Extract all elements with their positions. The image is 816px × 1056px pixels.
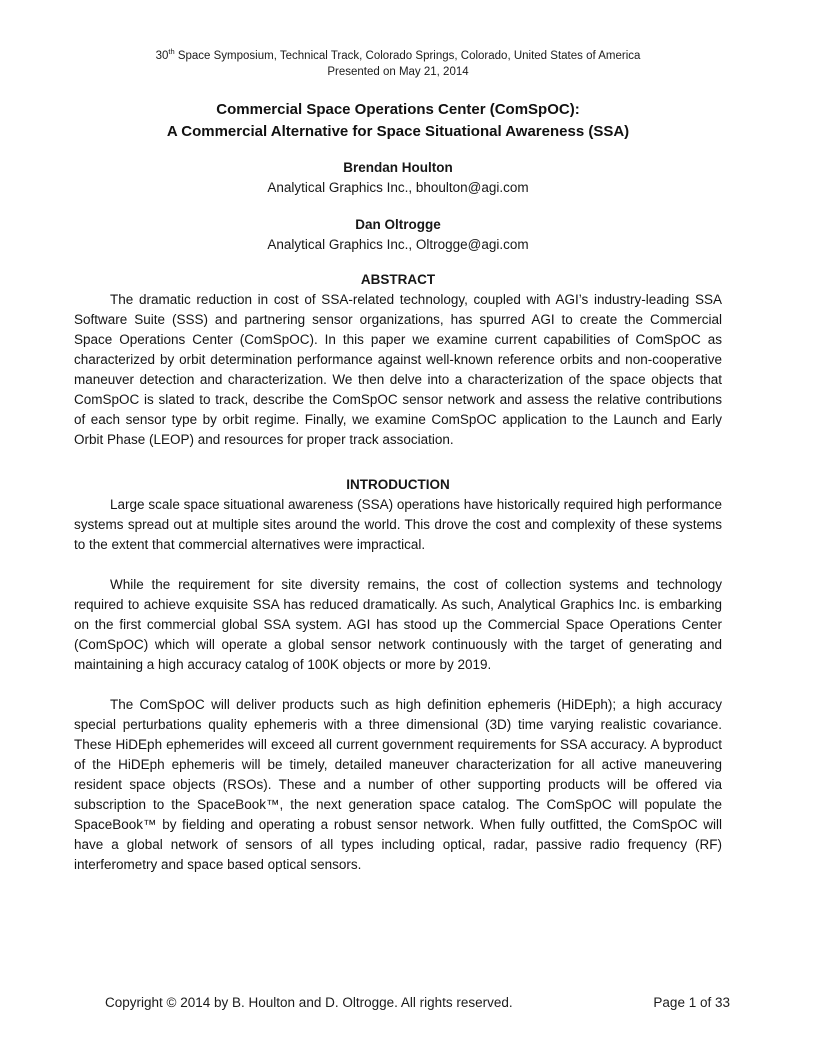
presented-date-line: Presented on May 21, 2014 <box>327 66 469 78</box>
introduction-paragraph-2: While the requirement for site diversity remains, the cost of collection systems and technology required to achieve exquisite SSA has reduced dramatically. As such, Analytical Graphics Inc. is embarking on the first commercial global SSA system. AGI has stood up the Commercial Space Operations Center (ComSpOC) which will operate a global sensor network continuously with the target of generating and maintaining a high accuracy catalog of 100K objects or more by 2019. <box>74 577 722 672</box>
conference-header-prefix: 30 <box>155 50 169 62</box>
ordinal-superscript: th <box>168 47 175 57</box>
introduction-heading: INTRODUCTION <box>346 477 450 492</box>
author-affiliation: Analytical Graphics Inc., Oltrogge@agi.com <box>267 237 529 252</box>
author-name: Brendan Houlton <box>343 160 453 175</box>
page-header <box>74 48 722 80</box>
author-block-2 <box>74 215 722 255</box>
abstract-heading: ABSTRACT <box>360 272 436 287</box>
author-affiliation: Analytical Graphics Inc., bhoulton@agi.com <box>267 180 529 195</box>
paper-title-line-2: A Commercial Alternative for Space Situational Awareness (SSA) <box>166 123 630 140</box>
introduction-paragraph-3: The ComSpOC will deliver products such as high definition ephemeris (HiDEph); a high accuracy special perturbations quality ephemeris with a three dimensional (3D) time varying realistic covariance. These HiDEph ephemerides will exceed all current government requirements for SSA accuracy. A byproduct of the HiDEph ephemeris will be timely, detailed maneuver characterization for all active maneuvering resident space objects (RSOs). These and a number of other supporting products will be offered via subscription to the SpaceBook™, the next generation space catalog. The ComSpOC will populate the SpaceBook™ by fielding and operating a robust sensor network. When fully outfitted, the ComSpOC will have a global network of sensors of all types including optical, radar, passive radio frequency (RF) interferometry and space based optical sensors. <box>74 697 722 872</box>
paper-title-line-1: Commercial Space Operations Center (ComSpOC): <box>216 101 580 118</box>
author-name: Dan Oltrogge <box>355 217 441 232</box>
copyright-notice: Copyright © 2014 by B. Houlton and D. Oltrogge. All rights reserved. <box>105 995 513 1010</box>
page-number: Page 1 of 33 <box>653 995 730 1010</box>
page-footer <box>105 994 730 1012</box>
conference-header-line <box>74 48 722 64</box>
paper-title <box>74 99 722 143</box>
author-block-1 <box>74 158 722 198</box>
conference-header-rest: Space Symposium, Technical Track, Colorado Springs, Colorado, United States of America <box>174 50 641 62</box>
introduction-paragraph-1: Large scale space situational awareness (SSA) operations have historically required high performance systems spread out at multiple sites around the world. This drove the cost and complexity of these systems to the extent that commercial alternatives were impractical. <box>74 497 722 552</box>
abstract-text: The dramatic reduction in cost of SSA-related technology, coupled with AGI’s industry-leading SSA Software Suite (SSS) and partnering sensor organizations, has spurred AGI to create the Commercial Space Operations Center (ComSpOC). In this paper we examine current capabilities of ComSpOC as characterized by orbit determination performance against well-known reference orbits and non-cooperative maneuver detection and characterization. We then delve into a characterization of the space objects that ComSpOC is slated to track, describe the ComSpOC sensor network and assess the relative contributions of each sensor type by orbit regime. Finally, we examine ComSpOC application to the Launch and Early Orbit Phase (LEOP) and resources for proper track association. <box>74 292 722 447</box>
